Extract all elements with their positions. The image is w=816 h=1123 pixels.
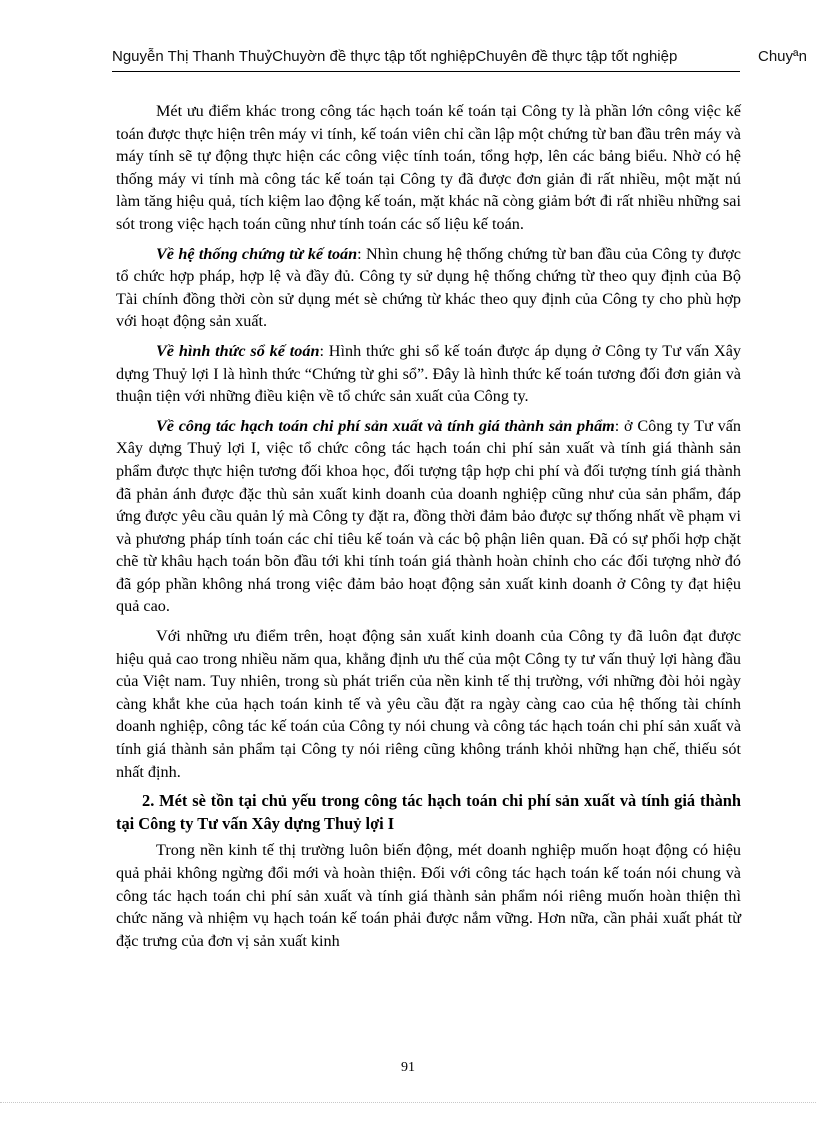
document-body [116, 100, 741, 959]
page-header [112, 48, 816, 70]
header-rule [112, 71, 740, 72]
paragraph-4 [116, 415, 741, 618]
paragraph-final-text: Trong nền kinh tế thị trường luôn biến động, mét doanh nghiệp muốn hoạt động có hiệu quả phải không ngừng đổi mới và hoàn thiện. Đối với công tác hạch toán kế toán nói chung và công tác hạch toán chi phí sản xuất và tính giá thành sản phẩm nói riêng muốn hoàn thiện thì chức năng và nhiệm vụ hạch toán kế toán phải được nắm vững. Hơn nữa, cần phải xuất phát từ đặc trưng của đơn vị sản xuất kinh [116, 841, 741, 950]
paragraph-1-text: Mét ưu điểm khác trong công tác hạch toán kế toán tại Công ty là phần lớn công việc kế toán được thực hiện trên máy vi tính, kế toán viên chỉ cần lập một chứng từ ban đầu trên máy và máy tính sẽ tự động thực hiện các công việc tính toán, tổng hợp, lên các bảng biểu. Nhờ có hệ thống máy vi tính mà công tác kế toán tại Công ty đã được đơn giản đi rất nhiều, một mặt nú làm tăng hiệu quả, tích kiệm lao động kế toán, mặt khác nã còng giảm bớt đi rất nhiều những sai sót trong việc hạch toán cũng như tính toán các số liệu kế toán. [116, 102, 741, 233]
paragraph-5-text: Với những ưu điểm trên, hoạt động sản xuất kinh doanh của Công ty đã luôn đạt được hiệu quả cao trong nhiều năm qua, khẳng định ưu thế của một Công ty tư vấn thuỷ lợi hàng đầu của Việt nam. Tuy nhiên, trong sù phát triển của nền kinh tế thị trường, với những đòi hỏi ngày càng khắt khe của hạch toán kinh tế và yêu cầu đặt ra ngày càng cao của hệ thống tài chính doanh nghiệp, công tác kế toán của Công ty nói chung và công tác hạch toán chi phí sản xuất và tính giá thành sản phẩm tại Công ty nói riêng cũng không tránh khỏi những hạn chế, thiếu sót nhất định. [116, 627, 741, 781]
paragraph-3 [116, 340, 741, 408]
paragraph-3-text: : Hình thức ghi sổ kế toán được áp dụng ở Công ty Tư vấn Xây dựng Thuỷ lợi I là hình thức “Chứng từ ghi sổ”. Đây là hình thức kế toán tương đối đơn giản và thuận tiện với những điều kiện về tổ chức sản xuất của Công ty. [116, 341, 742, 406]
paragraph-1 [116, 100, 741, 236]
paragraph-2-text: : Nhìn chung hệ thống chứng từ ban đầu của Công ty được tổ chức hợp pháp, hợp lệ và đầy đủ. Công ty sử dụng hệ thống chứng từ theo quy định của Bộ Tài chính đồng thời còn sử dụng mét sè chứng từ khác theo quy định của Công ty cho phù hợp với hoạt động sản xuất. [116, 244, 741, 331]
paragraph-5 [116, 625, 741, 783]
page-number: 91 [401, 1060, 415, 1075]
paragraph-2-lead: Về hệ thống chứng từ kế toán [156, 244, 358, 263]
section-heading: 2. Mét sè tồn tại chủ yếu trong công tác hạch toán chi phí sản xuất và tính giá thành tại Công ty Tư vấn Xây dựng Thuỷ lợi I [116, 791, 741, 833]
header-left-text: Nguyễn Thị Thanh ThuỷChuyờn đề thực tập tốt nghiệpChuyên đề thực tập tốt nghiệp [112, 48, 678, 65]
paragraph-3-lead: Về hình thức sổ kế toán [156, 341, 320, 360]
paragraph-2 [116, 243, 741, 333]
paragraph-4-lead: Về công tác hạch toán chi phí sản xuất và tính giá thành sản phẩm [156, 416, 615, 435]
paragraph-final [116, 839, 741, 952]
footer-dotted-rule [0, 1102, 816, 1103]
header-right-text: Chuyªn [758, 48, 807, 65]
paragraph-4-text: : ở Công ty Tư vấn Xây dựng Thuỷ lợi I, việc tổ chức công tác hạch toán chi phí sản xuất và tính giá thành sản phẩm được thực hiện tương đối khoa học, đối tượng tập hợp chi phí và đối tượng tính giá thành đã phản ánh được đặc thù sản xuất kinh doanh của doanh nghiệp cũng như của sản phẩm, đáp ứng được yêu cầu quản lý mà Công ty đặt ra, đồng thời đảm bảo được sự thống nhất về phạm vi và phương pháp tính toán các chỉ tiêu kế toán và các bộ phận liên quan. Đã có sự phối hợp chặt chẽ từ khâu hạch toán bõn đầu tới khi tính toán giá thành hoàn chỉnh cho các đối tượng nhờ đó đã góp phần không nhá trong việc đảm bảo hoạt động sản xuất kinh doanh ở Công ty đạt hiệu quả cao. [116, 416, 742, 616]
